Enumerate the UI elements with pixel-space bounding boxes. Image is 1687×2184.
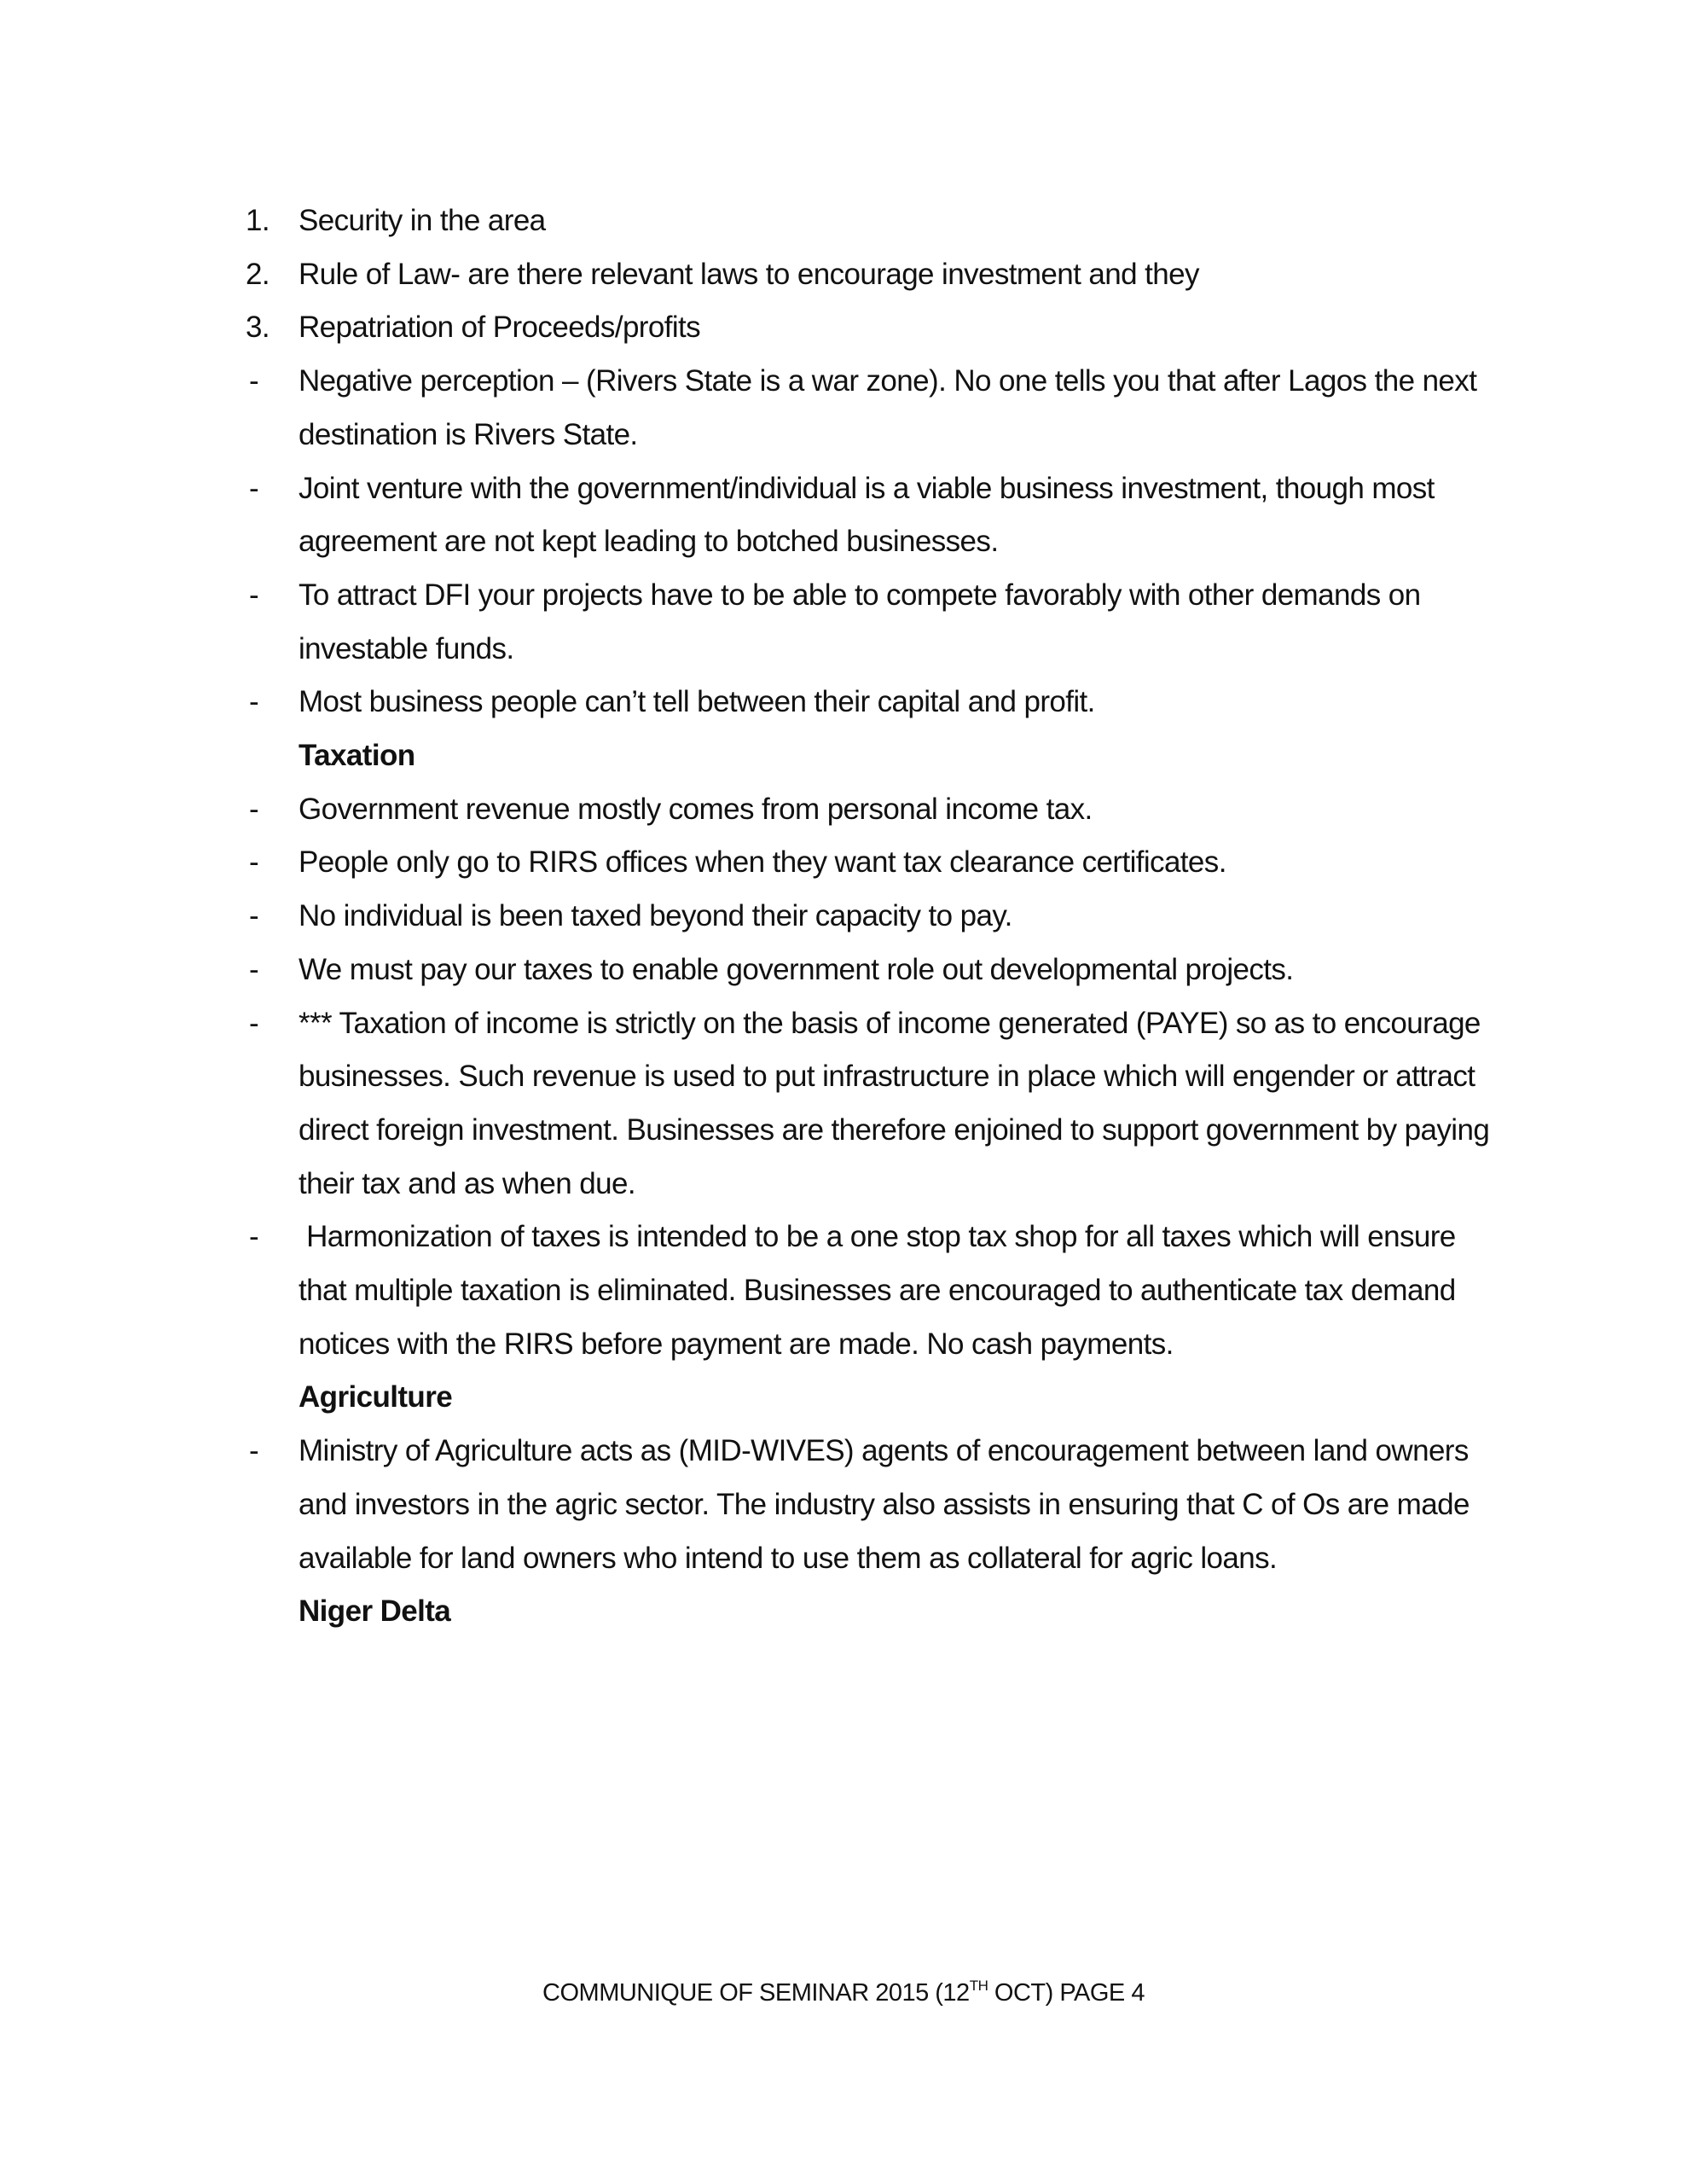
section-heading-agriculture: Agriculture xyxy=(299,1380,453,1414)
section-heading-niger-delta: Niger Delta xyxy=(299,1594,451,1629)
bullet-item xyxy=(246,944,1491,997)
bullet-item xyxy=(246,997,1491,1211)
dash-bullet: - xyxy=(249,685,259,719)
dash-bullet: - xyxy=(249,471,259,505)
dash-bullet: - xyxy=(249,578,259,612)
bullet-item xyxy=(246,355,1491,462)
bullet-text: Harmonization of taxes is intended to be a one stop tax shop for all taxes which will ensure that multiple taxation is eliminated. Businesses are encouraged to authenticate tax demand notices with the RIRS before payment are made. No cash payments. xyxy=(299,1220,1456,1361)
dash-bullet: - xyxy=(249,364,259,398)
bullet-item xyxy=(246,1211,1491,1371)
bullet-text: Government revenue mostly comes from personal income tax. xyxy=(299,792,1093,826)
bullet-item xyxy=(246,836,1491,890)
bullet-item xyxy=(246,1425,1491,1585)
footer-text: COMMUNIQUE OF SEMINAR 2015 (12 xyxy=(542,1979,970,2007)
bullet-item xyxy=(246,462,1491,569)
bullet-text: Most business people can’t tell between their capital and profit. xyxy=(299,685,1095,719)
list-item-text: Rule of Law- are there relevant laws to encourage investment and they xyxy=(299,257,1199,291)
list-number: 3. xyxy=(246,311,270,345)
dash-bullet: - xyxy=(249,1220,259,1254)
bullet-text: People only go to RIRS offices when they want tax clearance certificates. xyxy=(299,845,1226,880)
list-number: 2. xyxy=(246,257,270,291)
bullet-text: *** Taxation of income is strictly on the basis of income generated (PAYE) so as to encourage businesses. Such revenue is used to put infrastructure in place which will engender or attract direct foreign investment. Businesses are therefore enjoined to support government by paying their tax and as when due. xyxy=(299,1006,1490,1200)
section-heading-taxation: Taxation xyxy=(299,739,415,773)
bullet-item xyxy=(246,676,1491,729)
bullet-text: Ministry of Agriculture acts as (MID-WIVES) agents of encouragement between land owners and investors in the agric sector. The industry also assists in ensuring that C of Os are made available for land owners who intend to use them as collateral for agric loans. xyxy=(299,1434,1470,1575)
bullet-text: Joint venture with the government/individual is a viable business investment, though most agreement are not kept leading to botched businesses. xyxy=(299,471,1435,559)
bullet-text: We must pay our taxes to enable government role out developmental projects. xyxy=(299,952,1294,986)
numbered-item xyxy=(246,248,1491,302)
dash-bullet: - xyxy=(249,845,259,880)
numbered-item xyxy=(246,195,1491,248)
bullet-text: Negative perception – (Rivers State is a war zone). No one tells you that after Lagos the next destination is Rivers State. xyxy=(299,364,1477,451)
bullet-item xyxy=(246,890,1491,944)
dash-bullet: - xyxy=(249,952,259,986)
dash-bullet: - xyxy=(249,1434,259,1468)
bullet-item xyxy=(246,783,1491,837)
document-body xyxy=(246,195,1491,1639)
list-number: 1. xyxy=(246,204,270,237)
list-item-text: Security in the area xyxy=(299,204,546,237)
bullet-text: To attract DFI your projects have to be able to compete favorably with other demands on investable funds. xyxy=(299,578,1421,665)
numbered-item xyxy=(246,301,1491,355)
dash-bullet: - xyxy=(249,899,259,933)
list-item-text: Repatriation of Proceeds/profits xyxy=(299,311,701,345)
dash-bullet: - xyxy=(249,792,259,826)
bullet-item xyxy=(246,569,1491,676)
footer-text-suffix: OCT) PAGE 4 xyxy=(988,1979,1145,2007)
dash-bullet: - xyxy=(249,1006,259,1040)
page-footer xyxy=(0,1978,1687,2007)
footer-superscript: TH xyxy=(969,1978,988,1994)
bullet-text: No individual is been taxed beyond their capacity to pay. xyxy=(299,899,1012,933)
